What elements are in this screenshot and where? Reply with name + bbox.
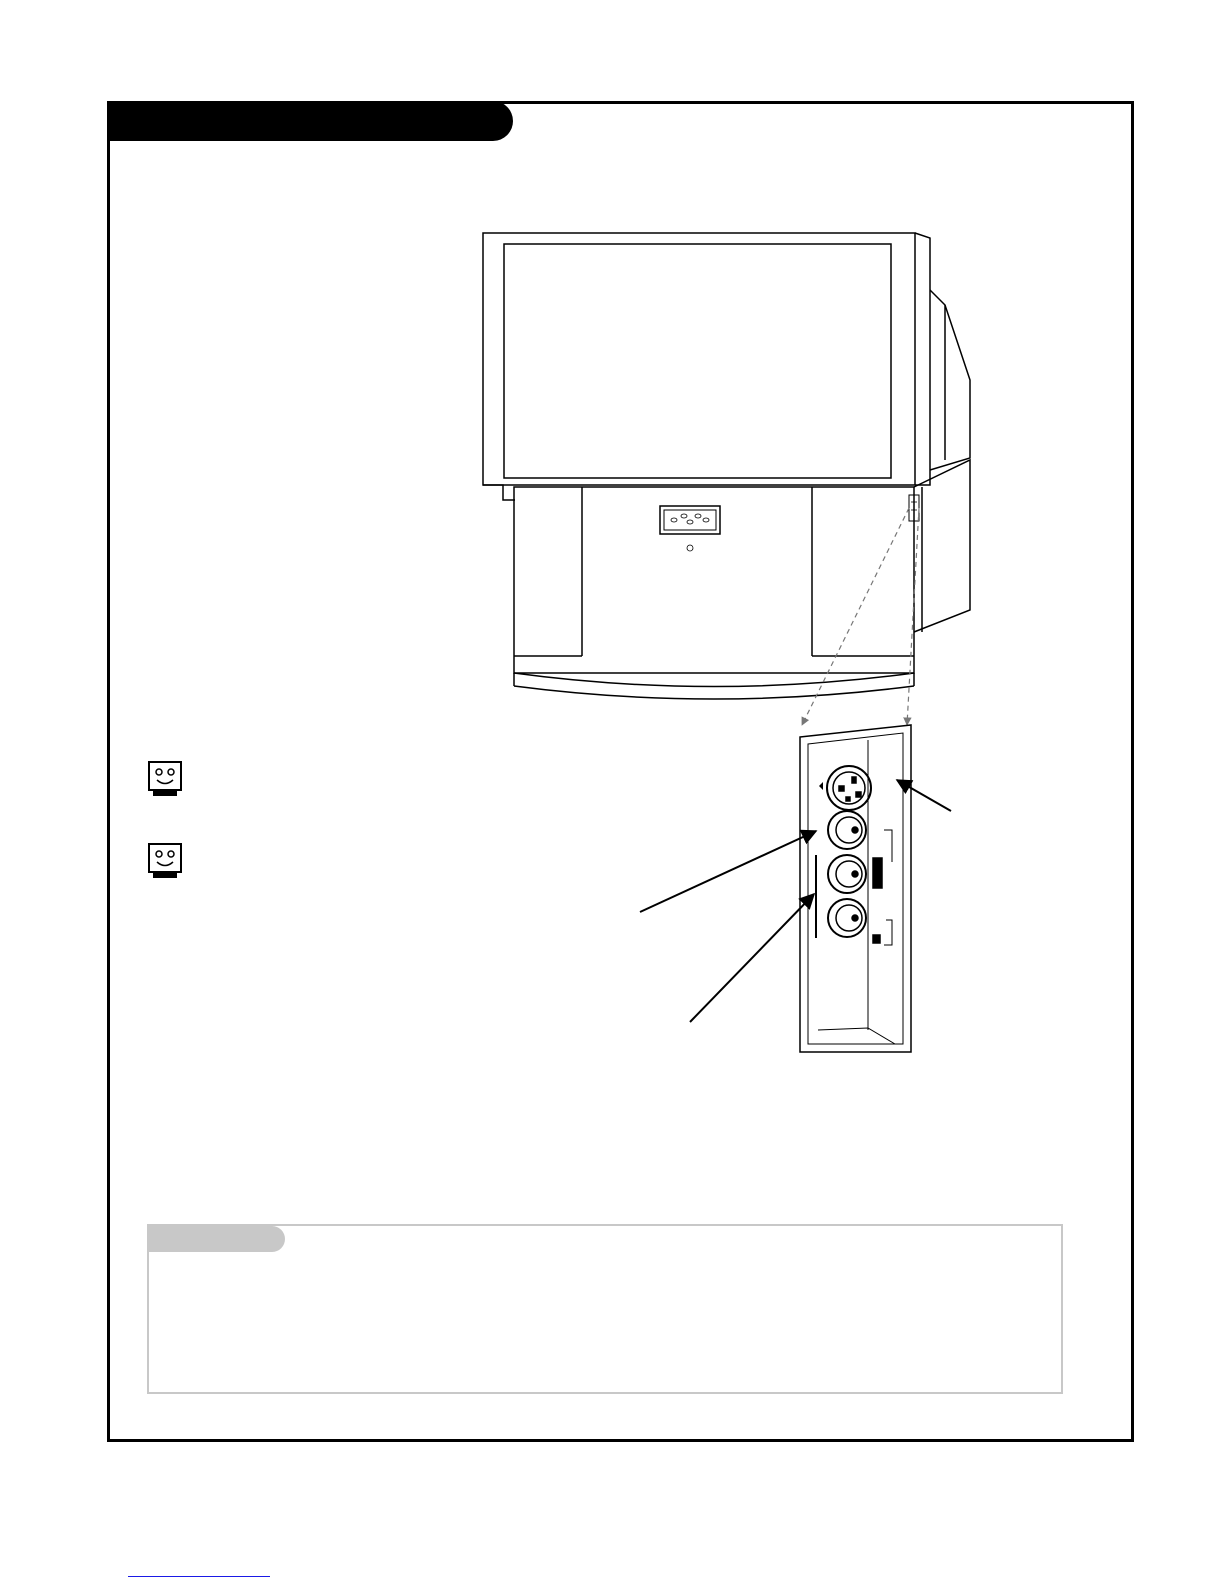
callout-arrow-video — [640, 831, 816, 912]
s-video-jack — [819, 766, 871, 810]
tv-lower-cabinet — [514, 487, 914, 673]
callout-arrow-audio — [690, 894, 814, 1022]
callout-arrows — [640, 780, 951, 1022]
smiley-tv-icon — [147, 760, 183, 800]
footer-rule — [128, 1576, 270, 1577]
callout-arrow-s-video — [897, 780, 951, 811]
audio-left-rca-jack — [828, 855, 866, 893]
video-rca-jack — [828, 811, 866, 849]
projection-tv-drawing — [483, 233, 970, 699]
tv-screen-frame — [483, 233, 915, 485]
notes-box — [147, 1224, 1063, 1394]
notes-box-tab — [149, 1226, 285, 1252]
smiley-tv-icon — [147, 842, 183, 882]
audio-right-rca-jack — [828, 899, 866, 937]
side-av-jack-panel — [800, 725, 911, 1052]
